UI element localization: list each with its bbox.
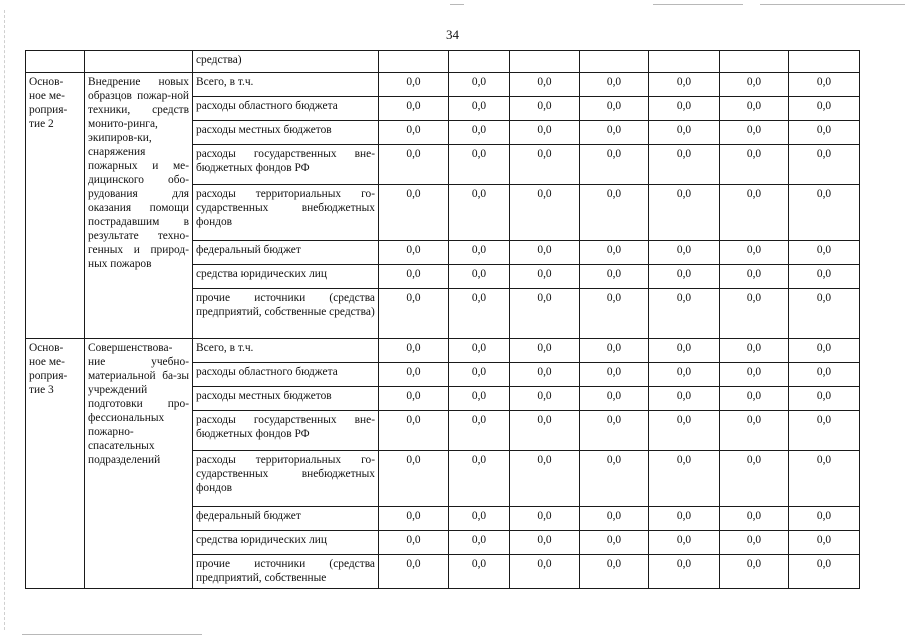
funding-value: 0,0 bbox=[449, 387, 510, 411]
funding-value: 0,0 bbox=[379, 411, 449, 451]
funding-value: 0,0 bbox=[379, 363, 449, 387]
funding-value: 0,0 bbox=[720, 121, 789, 145]
funding-value: 0,0 bbox=[379, 97, 449, 121]
funding-value: 0,0 bbox=[649, 339, 720, 363]
funding-value: 0,0 bbox=[449, 451, 510, 507]
funding-source: расходы областного бюджета bbox=[193, 97, 379, 121]
funding-value: 0,0 bbox=[449, 363, 510, 387]
funding-value: 0,0 bbox=[789, 97, 860, 121]
funding-value: 0,0 bbox=[379, 387, 449, 411]
funding-value: 0,0 bbox=[449, 241, 510, 265]
funding-value: 0,0 bbox=[379, 241, 449, 265]
funding-value: 0,0 bbox=[649, 73, 720, 97]
funding-source: Всего, в т.ч. bbox=[193, 339, 379, 363]
funding-value: 0,0 bbox=[720, 73, 789, 97]
funding-value: 0,0 bbox=[449, 97, 510, 121]
funding-value: 0,0 bbox=[449, 185, 510, 241]
funding-source: расходы государственных вне-бюджетных фондов РФ bbox=[193, 411, 379, 451]
value-cell bbox=[720, 51, 789, 73]
funding-value: 0,0 bbox=[789, 451, 860, 507]
funding-source: федеральный бюджет bbox=[193, 241, 379, 265]
funding-value: 0,0 bbox=[379, 289, 449, 339]
funding-value: 0,0 bbox=[510, 73, 580, 97]
funding-value: 0,0 bbox=[649, 241, 720, 265]
funding-value: 0,0 bbox=[510, 97, 580, 121]
funding-value: 0,0 bbox=[379, 145, 449, 185]
funding-value: 0,0 bbox=[510, 241, 580, 265]
funding-value: 0,0 bbox=[789, 507, 860, 531]
funding-value: 0,0 bbox=[510, 185, 580, 241]
funding-value: 0,0 bbox=[649, 507, 720, 531]
funding-value: 0,0 bbox=[789, 185, 860, 241]
funding-value: 0,0 bbox=[580, 185, 649, 241]
funding-source: расходы государственных вне-бюджетных фондов РФ bbox=[193, 145, 379, 185]
funding-value: 0,0 bbox=[580, 531, 649, 555]
activity-code: Основ- ное ме- роприя- тие 2 bbox=[26, 73, 85, 339]
scan-top-rule bbox=[653, 4, 743, 5]
funding-source: средства юридических лиц bbox=[193, 531, 379, 555]
funding-value: 0,0 bbox=[379, 73, 449, 97]
funding-value: 0,0 bbox=[449, 121, 510, 145]
funding-value: 0,0 bbox=[379, 555, 449, 589]
code-cell-empty bbox=[26, 51, 85, 73]
funding-value: 0,0 bbox=[449, 145, 510, 185]
funding-value: 0,0 bbox=[720, 531, 789, 555]
funding-source: средства юридических лиц bbox=[193, 265, 379, 289]
value-cell bbox=[580, 51, 649, 73]
funding-value: 0,0 bbox=[789, 73, 860, 97]
funding-value: 0,0 bbox=[720, 241, 789, 265]
funding-value: 0,0 bbox=[720, 97, 789, 121]
funding-value: 0,0 bbox=[649, 411, 720, 451]
funding-value: 0,0 bbox=[789, 363, 860, 387]
funding-value: 0,0 bbox=[649, 363, 720, 387]
funding-value: 0,0 bbox=[649, 265, 720, 289]
funding-value: 0,0 bbox=[720, 451, 789, 507]
funding-value: 0,0 bbox=[379, 121, 449, 145]
budget-row bbox=[26, 339, 860, 363]
title-cell-empty bbox=[85, 51, 193, 73]
funding-value: 0,0 bbox=[379, 265, 449, 289]
funding-value: 0,0 bbox=[510, 555, 580, 589]
funding-source: расходы территориальных го-сударственных внебюджетных фондов bbox=[193, 451, 379, 507]
funding-value: 0,0 bbox=[510, 265, 580, 289]
value-cell bbox=[379, 51, 449, 73]
funding-value: 0,0 bbox=[649, 185, 720, 241]
value-cell bbox=[449, 51, 510, 73]
value-cell bbox=[510, 51, 580, 73]
funding-value: 0,0 bbox=[720, 265, 789, 289]
funding-value: 0,0 bbox=[580, 451, 649, 507]
funding-value: 0,0 bbox=[449, 339, 510, 363]
funding-value: 0,0 bbox=[789, 145, 860, 185]
funding-value: 0,0 bbox=[510, 411, 580, 451]
funding-value: 0,0 bbox=[580, 241, 649, 265]
funding-source: расходы областного бюджета bbox=[193, 363, 379, 387]
funding-value: 0,0 bbox=[510, 387, 580, 411]
funding-value: 0,0 bbox=[720, 507, 789, 531]
funding-value: 0,0 bbox=[449, 411, 510, 451]
funding-value: 0,0 bbox=[789, 241, 860, 265]
budget-table-body bbox=[26, 51, 860, 589]
funding-value: 0,0 bbox=[649, 289, 720, 339]
funding-value: 0,0 bbox=[510, 507, 580, 531]
funding-value: 0,0 bbox=[789, 339, 860, 363]
scan-bottom-rule bbox=[22, 634, 202, 635]
activity-title: Внедрение новых образцов пожар-ной техники, средств монито-ринга, экипиров-ки, снаряжения пожарных и ме-дицинского обо-рудования для оказания помощи пострадавшим в результате техно-генных и природ-ных пожаров bbox=[85, 73, 193, 339]
funding-value: 0,0 bbox=[580, 289, 649, 339]
funding-value: 0,0 bbox=[510, 289, 580, 339]
funding-value: 0,0 bbox=[580, 97, 649, 121]
funding-value: 0,0 bbox=[510, 339, 580, 363]
funding-value: 0,0 bbox=[580, 265, 649, 289]
funding-value: 0,0 bbox=[379, 185, 449, 241]
funding-value: 0,0 bbox=[449, 289, 510, 339]
funding-value: 0,0 bbox=[720, 289, 789, 339]
funding-value: 0,0 bbox=[789, 265, 860, 289]
funding-value: 0,0 bbox=[720, 387, 789, 411]
page-number: 34 bbox=[446, 27, 459, 42]
funding-value: 0,0 bbox=[580, 555, 649, 589]
funding-value: 0,0 bbox=[789, 121, 860, 145]
scan-top-rule-right bbox=[760, 4, 905, 5]
budget-table bbox=[25, 50, 860, 589]
funding-value: 0,0 bbox=[720, 363, 789, 387]
funding-value: 0,0 bbox=[580, 387, 649, 411]
scan-top-mark bbox=[450, 4, 464, 5]
funding-value: 0,0 bbox=[649, 121, 720, 145]
funding-value: 0,0 bbox=[510, 121, 580, 145]
funding-value: 0,0 bbox=[449, 265, 510, 289]
funding-value: 0,0 bbox=[449, 507, 510, 531]
funding-value: 0,0 bbox=[720, 185, 789, 241]
funding-value: 0,0 bbox=[580, 411, 649, 451]
funding-value: 0,0 bbox=[789, 289, 860, 339]
value-cell bbox=[649, 51, 720, 73]
funding-value: 0,0 bbox=[649, 145, 720, 185]
funding-value: 0,0 bbox=[510, 363, 580, 387]
funding-value: 0,0 bbox=[649, 97, 720, 121]
funding-source: расходы местных бюджетов bbox=[193, 121, 379, 145]
funding-source: прочие источники (средства предприятий, собственные bbox=[193, 555, 379, 589]
funding-value: 0,0 bbox=[449, 531, 510, 555]
funding-value: 0,0 bbox=[580, 363, 649, 387]
funding-value: 0,0 bbox=[510, 451, 580, 507]
funding-value: 0,0 bbox=[379, 507, 449, 531]
scan-left-edge bbox=[4, 10, 5, 630]
funding-value: 0,0 bbox=[789, 555, 860, 589]
funding-value: 0,0 bbox=[379, 531, 449, 555]
funding-source: Всего, в т.ч. bbox=[193, 73, 379, 97]
funding-value: 0,0 bbox=[789, 531, 860, 555]
activity-code: Основ- ное ме- роприя- тие 3 bbox=[26, 339, 85, 589]
funding-value: 0,0 bbox=[720, 411, 789, 451]
funding-value: 0,0 bbox=[649, 387, 720, 411]
source-cell: средства) bbox=[193, 51, 379, 73]
funding-value: 0,0 bbox=[510, 531, 580, 555]
funding-value: 0,0 bbox=[510, 145, 580, 185]
funding-value: 0,0 bbox=[649, 555, 720, 589]
funding-value: 0,0 bbox=[580, 121, 649, 145]
funding-value: 0,0 bbox=[449, 73, 510, 97]
funding-value: 0,0 bbox=[580, 339, 649, 363]
funding-value: 0,0 bbox=[580, 73, 649, 97]
activity-title: Совершенствова-ние учебно-материальной ба-зы учреждений подготовки про-фессиональных пожарно-спасательных подразделений bbox=[85, 339, 193, 589]
funding-source: расходы местных бюджетов bbox=[193, 387, 379, 411]
funding-value: 0,0 bbox=[580, 507, 649, 531]
funding-value: 0,0 bbox=[649, 451, 720, 507]
funding-value: 0,0 bbox=[580, 145, 649, 185]
funding-value: 0,0 bbox=[789, 411, 860, 451]
funding-value: 0,0 bbox=[720, 145, 789, 185]
funding-source: прочие источники (средства предприятий, собственные средства) bbox=[193, 289, 379, 339]
funding-source: расходы территориальных го-сударственных внебюджетных фондов bbox=[193, 185, 379, 241]
funding-value: 0,0 bbox=[720, 555, 789, 589]
funding-value: 0,0 bbox=[379, 451, 449, 507]
funding-value: 0,0 bbox=[720, 339, 789, 363]
funding-source: федеральный бюджет bbox=[193, 507, 379, 531]
budget-row bbox=[26, 73, 860, 97]
continuation-row bbox=[26, 51, 860, 73]
funding-value: 0,0 bbox=[379, 339, 449, 363]
funding-value: 0,0 bbox=[789, 387, 860, 411]
funding-value: 0,0 bbox=[649, 531, 720, 555]
value-cell bbox=[789, 51, 860, 73]
funding-value: 0,0 bbox=[449, 555, 510, 589]
